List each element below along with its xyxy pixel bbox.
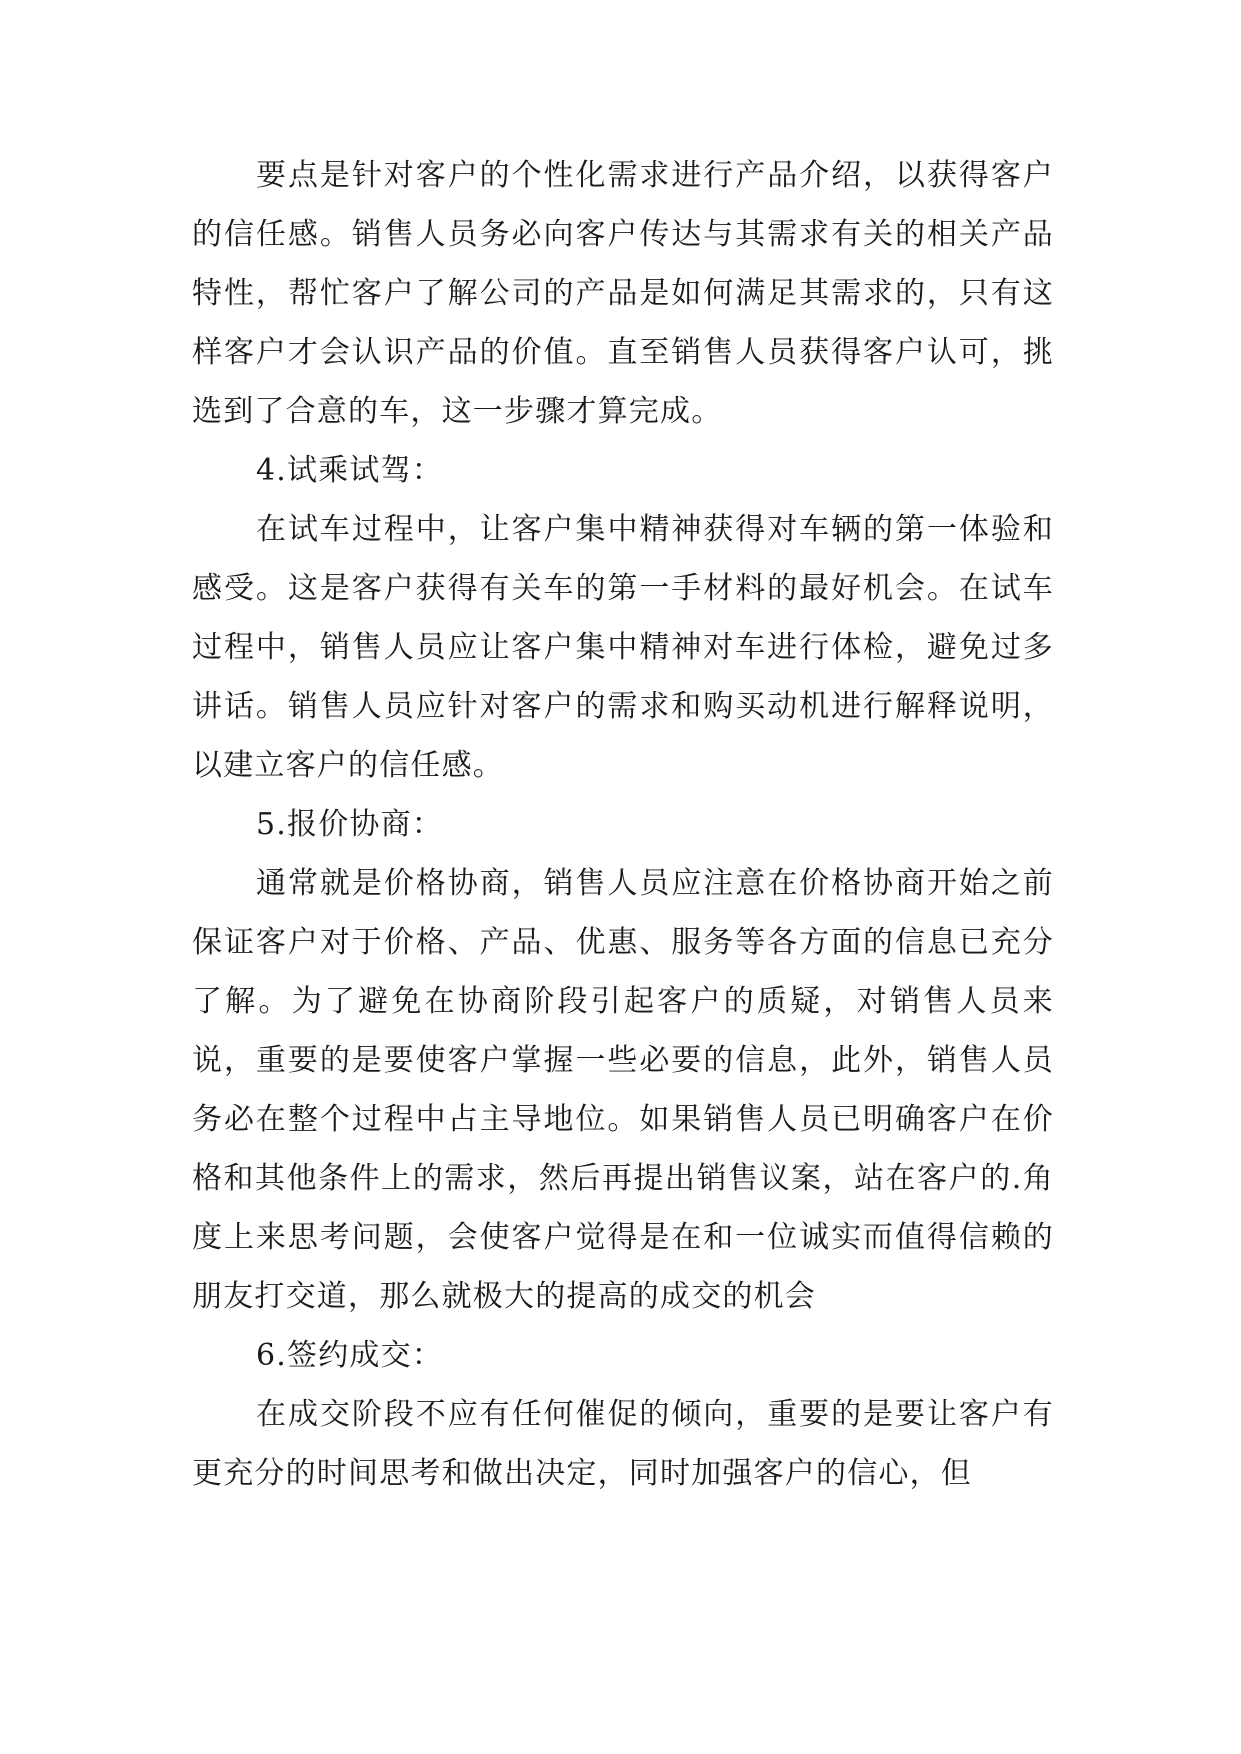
section-heading-signing: 6.签约成交： xyxy=(256,1338,444,1373)
paragraph-product-intro: 要点是针对客户的个性化需求进行产品介绍，以获得客户的信任感。销售人员务必向客户传达与其需求有关的相关产品特性，帮忙客户了解公司的产品是如何满足其需求的，只有这样客户才会认识产品的价值。直至销售人员获得客户认可，挑选到了合意的车，这一步骤才算完成。 xyxy=(192,158,1054,429)
section-heading-test-drive: 4.试乘试驾： xyxy=(256,453,444,488)
document-page xyxy=(192,146,1054,1503)
paragraph-signing: 在成交阶段不应有任何催促的倾向，重要的是要让客户有更充分的时间思考和做出决定，同时加强客户的信心，但 xyxy=(192,1397,1054,1491)
section-heading-price-negotiation: 5.报价协商： xyxy=(256,807,444,842)
paragraph-price-negotiation: 通常就是价格协商，销售人员应注意在价格协商开始之前保证客户对于价格、产品、优惠、服务等各方面的信息已充分了解。为了避免在协商阶段引起客户的质疑，对销售人员来说，重要的是要使客户掌握一些必要的信息，此外，销售人员务必在整个过程中占主导地位。如果销售人员已明确客户在价格和其他条件上的需求，然后再提出销售议案，站在客户的.角度上来思考问题，会使客户觉得是在和一位诚实而值得信赖的朋友打交道，那么就极大的提高的成交的机会 xyxy=(192,866,1054,1314)
paragraph-test-drive: 在试车过程中，让客户集中精神获得对车辆的第一体验和感受。这是客户获得有关车的第一手材料的最好机会。在试车过程中，销售人员应让客户集中精神对车进行体检，避免过多讲话。销售人员应针对客户的需求和购买动机进行解释说明，以建立客户的信任感。 xyxy=(192,512,1054,783)
